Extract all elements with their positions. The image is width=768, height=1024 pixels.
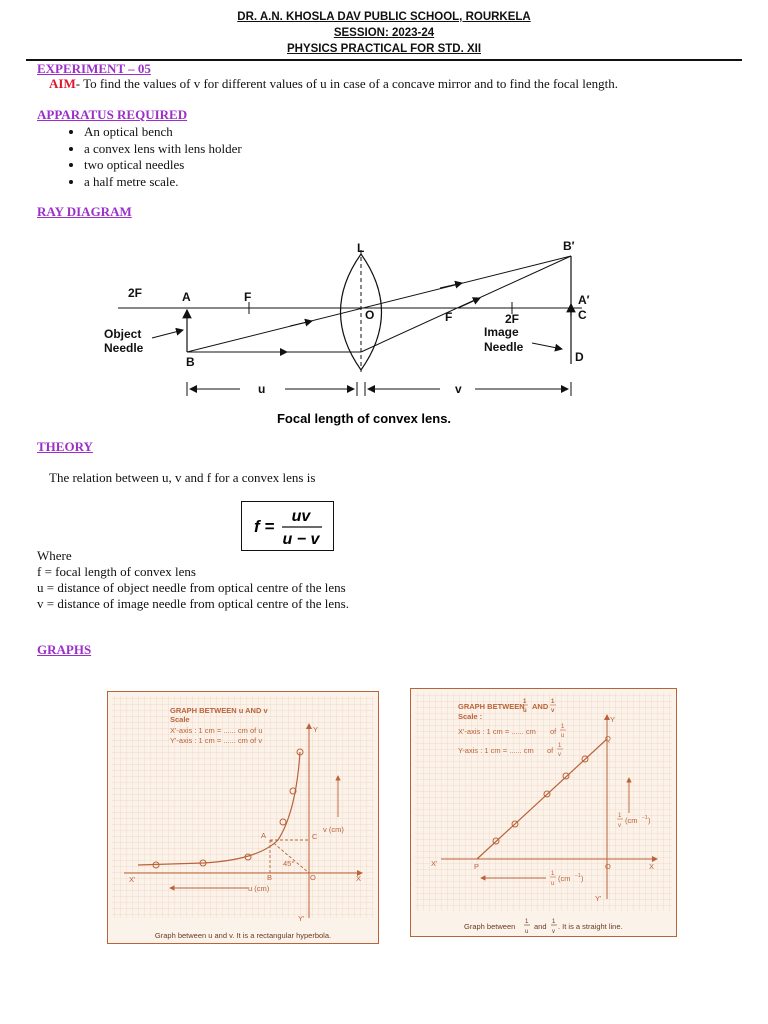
g2-label-p: P	[474, 862, 480, 871]
g2-y-scale-of: of	[547, 746, 554, 755]
where-label: Where	[37, 548, 72, 563]
g1-x-scale: X'-axis : 1 cm = ...... cm of u	[170, 726, 263, 735]
g1-label-u: u (cm)	[248, 884, 270, 893]
graph-reciprocal	[410, 688, 677, 937]
label-l: L	[357, 241, 365, 255]
apparatus-heading: APPARATUS REQUIRED	[37, 107, 188, 122]
svg-text:u: u	[525, 929, 529, 935]
svg-text:u: u	[561, 733, 565, 739]
label-a-prime: A′	[578, 293, 590, 307]
label-f-left: F	[244, 290, 252, 304]
g2-label-x-prime: X'	[431, 859, 438, 868]
label-b-prime: B′	[563, 239, 575, 253]
list-item: • a convex lens with lens holder	[84, 141, 242, 158]
label-a: A	[182, 290, 191, 304]
g2-label-q: Q	[605, 734, 611, 743]
g1-label-o: O	[310, 873, 316, 882]
g2-title-pre: GRAPH BETWEEN	[458, 702, 525, 711]
label-b: B	[186, 355, 195, 369]
label-image: Image	[484, 325, 519, 339]
list-item: • An optical bench	[84, 124, 242, 141]
svg-text:1: 1	[618, 813, 622, 819]
image-pointer	[532, 343, 562, 349]
label-image-needle: Needle	[484, 340, 524, 354]
ray-diagram-caption: Focal length of convex lens.	[276, 411, 452, 426]
apparatus-list	[60, 124, 242, 190]
label-u: u	[258, 382, 266, 396]
object-pointer	[152, 330, 183, 338]
svg-text:1: 1	[551, 699, 555, 705]
g1-label-a: A	[261, 831, 267, 840]
g2-y-scale: Y-axis : 1 cm = ...... cm	[458, 746, 534, 755]
g1-label-b: B	[267, 873, 273, 882]
svg-text:−1: −1	[642, 815, 648, 821]
g2-caption-pre: Graph between	[464, 922, 516, 931]
svg-text:v: v	[551, 708, 555, 714]
formula-lhs: f =	[254, 517, 275, 536]
g2-title-mid: AND	[532, 702, 549, 711]
g2-label-y: Y	[610, 715, 616, 724]
g1-label-c: C	[312, 832, 318, 841]
list-item: • two optical needles	[84, 157, 242, 174]
g2-label-o: O	[605, 862, 611, 871]
ray-diagram	[0, 230, 768, 430]
definition-u: u = distance of object needle from optical centre of the lens	[37, 580, 346, 595]
g2-y-unit: (cm	[625, 816, 638, 825]
g1-label-y: Y	[313, 725, 319, 734]
svg-text:−1: −1	[575, 873, 581, 879]
label-v: v	[455, 382, 462, 396]
ray-diagram-heading: RAY DIAGRAM	[37, 204, 132, 219]
svg-text:1: 1	[525, 919, 529, 925]
g2-label-y-prime: Y'	[595, 894, 602, 903]
lens-formula	[241, 501, 334, 551]
g1-label-x-prime: X'	[129, 875, 136, 884]
g2-scale: Scale :	[458, 712, 483, 721]
g1-label-v: v (cm)	[323, 825, 344, 834]
g1-scale: Scale	[170, 715, 190, 724]
theory-relation: The relation between u, v and f for a convex lens is	[49, 470, 316, 485]
svg-text:1: 1	[523, 699, 527, 705]
formula-numerator: uv	[291, 508, 311, 525]
svg-text:v: v	[618, 823, 621, 829]
svg-text:u: u	[551, 881, 555, 887]
g2-caption-post: . It is a straight line.	[558, 922, 623, 931]
g1-label-45: 45°	[283, 859, 295, 868]
list-item: • a half metre scale.	[84, 174, 242, 191]
label-object: Object	[104, 327, 142, 341]
svg-text:1: 1	[558, 743, 562, 749]
svg-text:v: v	[558, 752, 561, 758]
label-object-needle: Needle	[104, 341, 144, 355]
svg-text:1: 1	[551, 871, 555, 877]
g1-y-scale: Y'-axis : 1 cm = ...... cm of v	[170, 736, 263, 745]
aim-text: - To find the values of v for different values of u in case of a concave mirror and to find the focal length.	[75, 76, 618, 91]
svg-text:): )	[581, 874, 584, 883]
graph-u-v	[107, 691, 379, 944]
svg-text:v: v	[552, 929, 555, 935]
g2-caption-mid: and	[534, 922, 547, 931]
ray-arrow	[290, 321, 312, 326]
svg-text:1: 1	[561, 724, 565, 730]
label-o: O	[365, 308, 375, 322]
svg-text:): )	[648, 816, 651, 825]
g1-label-y-prime: Y'	[298, 914, 305, 923]
label-2f-right: 2F	[505, 312, 520, 326]
label-2f-left: 2F	[128, 286, 143, 300]
g2-x-scale-of: of	[550, 727, 557, 736]
session: SESSION: 2023-24	[333, 27, 435, 39]
definition-v: v = distance of image needle from optical centre of the lens.	[37, 596, 349, 611]
g1-label-x: X	[356, 874, 362, 883]
g2-label-x: X	[649, 862, 655, 871]
graphs-heading: GRAPHS	[37, 642, 92, 657]
aim-line	[49, 76, 618, 92]
formula-denominator: u − v	[282, 531, 320, 548]
g1-caption: Graph between u and v. It is a rectangular hyperbola.	[154, 931, 332, 940]
ray-arrow	[440, 283, 462, 288]
experiment-title: EXPERIMENT – 05	[37, 61, 151, 76]
ray-arrow	[458, 298, 480, 308]
label-d: D	[575, 350, 584, 364]
g1-title: GRAPH BETWEEN u AND v	[170, 706, 268, 715]
svg-text:u: u	[523, 708, 527, 714]
definition-f: f = focal length of convex lens	[37, 564, 196, 579]
subject: PHYSICS PRACTICAL FOR STD. XII	[286, 43, 482, 55]
svg-text:1: 1	[552, 919, 556, 925]
theory-heading: THEORY	[37, 439, 93, 454]
g2-x-scale: X'-axis : 1 cm = ...... cm	[458, 727, 536, 736]
aim-label: AIM	[49, 76, 76, 91]
label-c: C	[578, 308, 587, 322]
school-name: DR. A.N. KHOSLA DAV PUBLIC SCHOOL, ROURKELA	[237, 11, 531, 23]
label-f-right: F	[445, 310, 453, 324]
g2-x-unit: (cm	[558, 874, 571, 883]
